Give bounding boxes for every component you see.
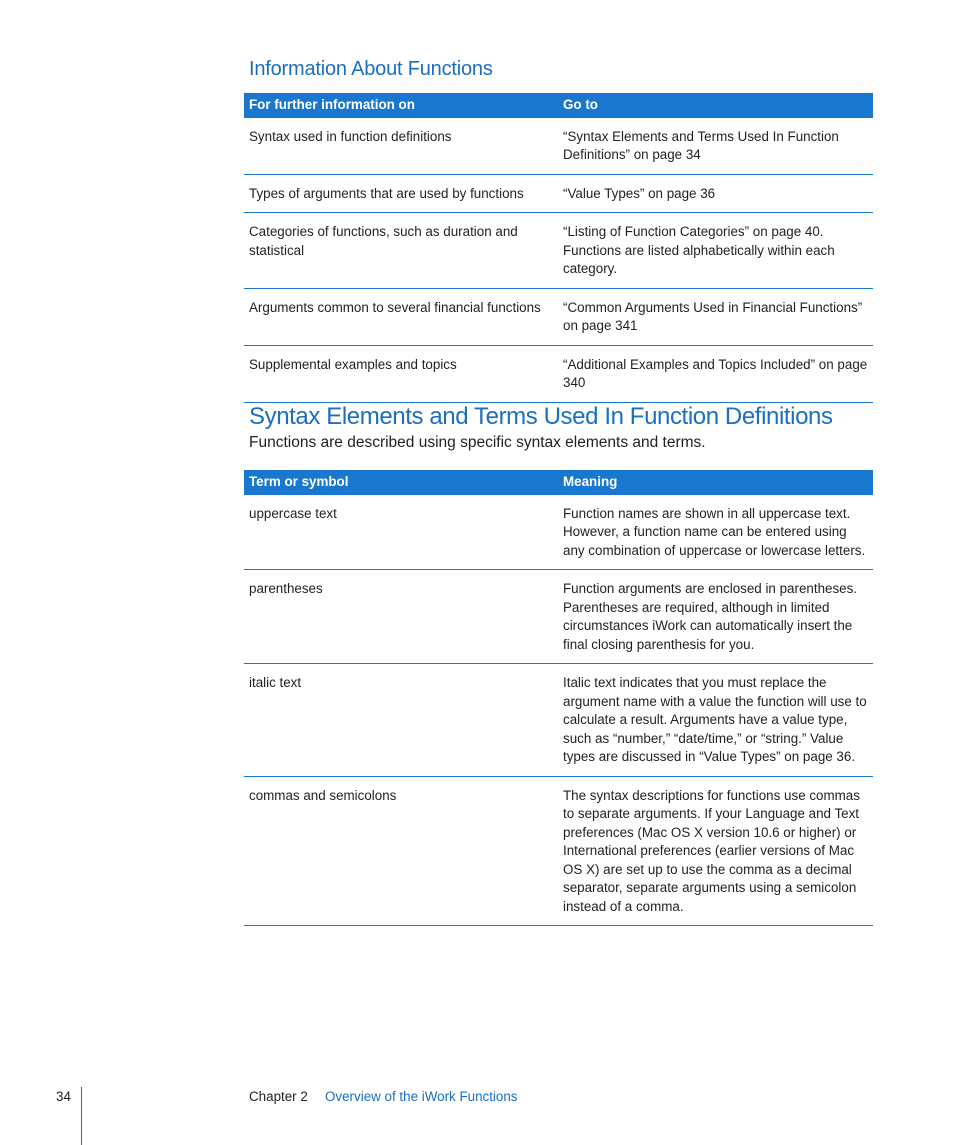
syntax-table: [244, 470, 873, 926]
table-cell-term: parentheses: [244, 570, 558, 664]
table-cell-topic: Types of arguments that are used by functions: [244, 174, 558, 213]
section-heading-information: Information About Functions: [249, 58, 493, 80]
section-heading-syntax: Syntax Elements and Terms Used In Function Definitions: [249, 403, 833, 430]
information-table: [244, 93, 873, 403]
table-cell-meaning: The syntax descriptions for functions use commas to separate arguments. If your Language and Text preferences (Mac OS X version 10.6 or higher) or International preferences (earlier versions of Mac OS X) are set up to use the comma as a decimal separator, separate arguments using a semicolon instead of a comma.: [558, 776, 873, 926]
table-cell-topic: Categories of functions, such as duration and statistical: [244, 213, 558, 289]
page-number: 34: [56, 1089, 71, 1104]
table-cell-reference: “Listing of Function Categories” on page 40. Functions are listed alphabetically within each category.: [558, 213, 873, 289]
table-row: [244, 288, 873, 345]
table-cell-topic: Syntax used in function definitions: [244, 118, 558, 175]
footer-divider: [81, 1087, 82, 1145]
column-header: Meaning: [558, 470, 873, 495]
table-cell-reference: “Syntax Elements and Terms Used In Function Definitions” on page 34: [558, 118, 873, 175]
table-cell-meaning: Function names are shown in all uppercase text. However, a function name can be entered using any combination of uppercase or lowercase letters.: [558, 495, 873, 570]
table-row: [244, 174, 873, 213]
table-row: [244, 345, 873, 402]
table-cell-topic: Arguments common to several financial functions: [244, 288, 558, 345]
table-row: [244, 213, 873, 289]
column-header: For further information on: [244, 93, 558, 118]
table-row: [244, 664, 873, 777]
table-header-row: [244, 470, 873, 495]
table-cell-reference: “Value Types” on page 36: [558, 174, 873, 213]
table-row: [244, 570, 873, 664]
footer-chapter-title: Overview of the iWork Functions: [325, 1089, 518, 1104]
table-cell-topic: Supplemental examples and topics: [244, 345, 558, 402]
table-cell-term: italic text: [244, 664, 558, 777]
footer-chapter-label: Chapter 2: [249, 1089, 308, 1104]
table-cell-term: commas and semicolons: [244, 776, 558, 926]
table-cell-meaning: Function arguments are enclosed in parentheses. Parentheses are required, although in limited circumstances iWork can automatically insert the final closing parenthesis for you.: [558, 570, 873, 664]
table-row: [244, 495, 873, 570]
table-row: [244, 776, 873, 926]
section-intro: Functions are described using specific syntax elements and terms.: [249, 434, 706, 451]
table-cell-reference: “Common Arguments Used in Financial Functions” on page 341: [558, 288, 873, 345]
column-header: Go to: [558, 93, 873, 118]
table-row: [244, 118, 873, 175]
table-cell-reference: “Additional Examples and Topics Included” on page 340: [558, 345, 873, 402]
table-cell-meaning: Italic text indicates that you must replace the argument name with a value the function will use to calculate a result. Arguments have a value type, such as “number,” “date/time,” or “string.” Value types are discussed in “Value Types” on page 36.: [558, 664, 873, 777]
table-cell-term: uppercase text: [244, 495, 558, 570]
column-header: Term or symbol: [244, 470, 558, 495]
table-header-row: [244, 93, 873, 118]
